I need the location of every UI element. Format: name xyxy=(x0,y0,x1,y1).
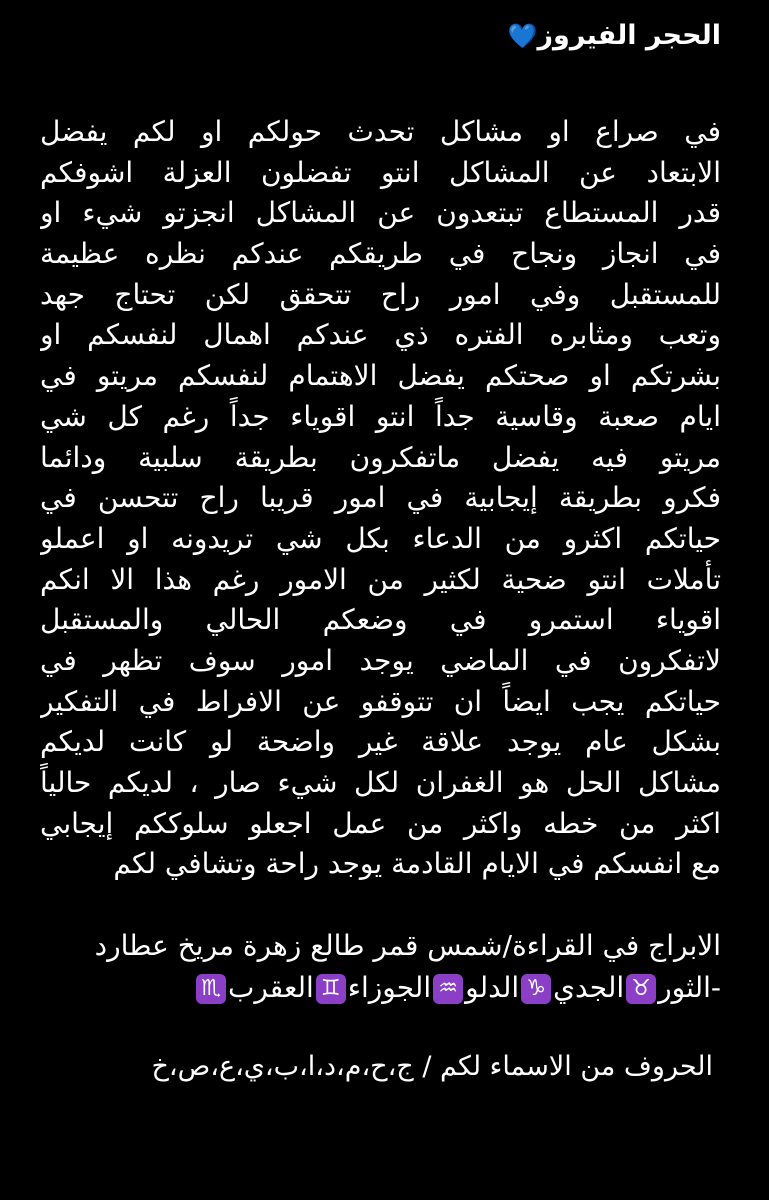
text-line: حياتكم يجب ايضاً ان تتوقفو عن الافراط في التفكير xyxy=(40,684,721,718)
text-line: حياتكم اكثرو من الدعاء بكل شي تريدونه او اعملو xyxy=(40,521,721,555)
zodiac-heading: الابراج في القراءة/شمس قمر طالع زهرة مريخ عطارد xyxy=(94,929,721,963)
aquarius-icon: ♒ xyxy=(433,974,463,1004)
text-line: وتعب ومثابره الفتره ذي عندكم اهمال لنفسكم او xyxy=(40,318,721,352)
text-line: اكثر من خطه واكثر من عمل اجعلو سلوككم إيجابي xyxy=(40,806,721,840)
sign-name-gemini: الجوزاء xyxy=(347,971,432,1005)
gemini-icon: ♊ xyxy=(316,974,346,1004)
sign-name-aquarius: الدلو xyxy=(465,971,520,1005)
text-line: لاتفكرون في الماضي يوجد امور سوف تظهر في xyxy=(40,643,721,677)
dash-prefix: - xyxy=(710,971,721,1005)
text-line: مريتو فيه يفضل ماتفكرون بطريقة سلبية ودائما xyxy=(40,440,721,474)
text-line: بشكل عام يوجد علاقة غير واضحة لو كانت لديكم xyxy=(40,725,721,759)
text-line: ايام صعبة وقاسية جداً انتو اقوياء جداً رغم كل شي xyxy=(40,399,721,433)
text-line: فكرو بطريقة إيجابية في امور قريبا راح تتحسن في xyxy=(40,481,721,515)
text-line: في انجاز ونجاح في طريقكم عندكم نظره عظيمة xyxy=(40,237,721,271)
capricorn-icon: ♑ xyxy=(521,974,551,1004)
sign-name-taurus: الثور xyxy=(658,971,711,1005)
text-line: تأملات انتو ضحية لكثير من الامور رغم هذا الا انكم xyxy=(40,562,721,596)
title-text: الحجر الفيروز xyxy=(537,20,721,51)
text-line: اقوياء استمرو في وضعكم الحالي والمستقبل xyxy=(40,603,721,637)
post-title xyxy=(40,14,721,58)
name-letters-line: الحروف من الاسماء لكم / ج،ح،م،د،ا،ب،ي،ع،ص،خ xyxy=(151,1051,713,1083)
text-line: مشاكل الحل هو الغفران لكل شيء صار ، لديكم حالياً xyxy=(40,766,721,799)
taurus-icon: ♉ xyxy=(626,974,656,1004)
text-line: للمستقبل وفي امور راح تتحقق لكن تحتاج جهد xyxy=(40,277,721,311)
blue-heart-icon: 💙 xyxy=(507,22,538,50)
text-line: بشرتكم او صحتكم يفضل الاهتمام لنفسكم مريتو في xyxy=(40,359,721,393)
text-line: قدر المستطاع تبتعدون عن المشاكل انجزتو شيء او xyxy=(40,196,721,230)
text-line: مع انفسكم في الايام القادمة يوجد راحة وتشافي لكم xyxy=(113,847,721,881)
zodiac-section xyxy=(40,925,721,1009)
text-line: الابتعاد عن المشاكل انتو تفضلون العزلة اشوفكم xyxy=(40,155,721,189)
text-line: في صراع او مشاكل تحدث حولكم او لكم يفضل xyxy=(40,115,721,148)
zodiac-signs-line xyxy=(40,967,721,1009)
sign-name-scorpio: العقرب xyxy=(228,971,314,1005)
sign-name-capricorn: الجدي xyxy=(553,971,625,1005)
scorpio-icon: ♏ xyxy=(196,974,226,1004)
reading-text xyxy=(40,112,721,885)
